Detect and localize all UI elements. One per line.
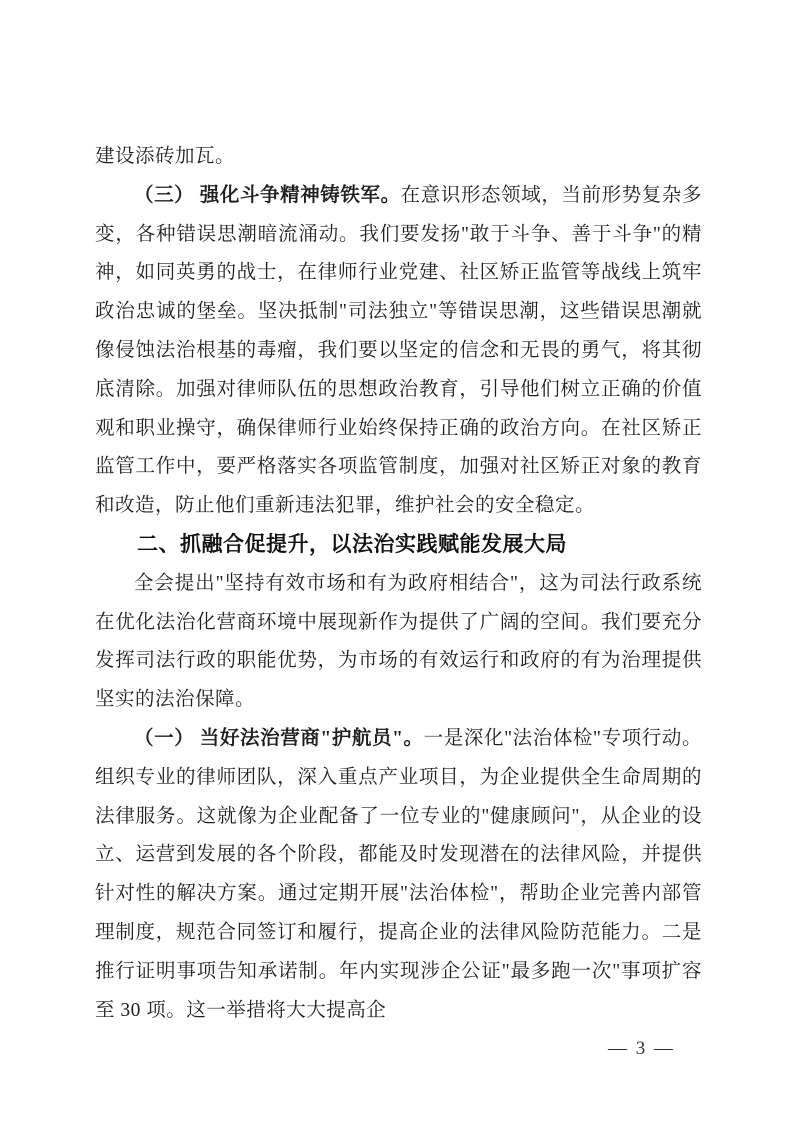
paragraph-item-one <box>95 720 702 1030</box>
paragraph-continuation: 建设添砖加瓦。 <box>95 146 236 167</box>
document-body <box>95 138 702 1030</box>
page-number: — 3 — <box>608 1038 675 1059</box>
paragraph-text-item-one: 一是深化"法治体检"专项行动。组织专业的律师团队，深入重点产业项目，为企业提供全生命周期的法律服务。这就像为企业配备了一位专业的"健康顾问"，从企业的设立、运营到发展的各个阶段，都能及时发现潜在的法律风险，并提供针对性的解决方案。通过定期开展"法治体检"，帮助企业完善内部管理制度，规范合同签订和履行，提高企业的法律风险防范能力。二是推行证明事项告知承诺制。年内实现涉企公证"最多跑一次"事项扩容至 30 项。这一举措将大大提高企 <box>95 727 702 1021</box>
paragraph-lead-item-one: （一） 当好法治营商"护航员"。 <box>134 727 424 749</box>
paragraph-section-three <box>95 177 702 526</box>
paragraph-text-section-three: 在意识形态领域，当前形势复杂多变，各种错误思潮暗流涌动。我们要发扬"敢于斗争、善于斗争"的精神，如同英勇的战士，在律师行业党建、社区矫正监管等战线上筑牢政治忠诚的堡垒。坚决抵制"司法独立"等错误思潮，这些错误思潮就像侵蚀法治根基的毒瘤，我们要以坚定的信念和无畏的勇气，将其彻底清除。加强对律师队伍的思想政治教育，引导他们树立正确的价值观和职业操守，确保律师行业始终保持正确的政治方向。在社区矫正监管工作中，要严格落实各项监管制度，加强对社区矫正对象的教育和改造，防止他们重新违法犯罪，维护社会的安全稳定。 <box>95 184 702 517</box>
section-heading-two: 二、抓融合促提升，以法治实践赋能发展大局 <box>137 532 567 556</box>
paragraph-overview: 全会提出"坚持有效市场和有为政府相结合"，这为司法行政系统在优化法治化营商环境中展现新作为提供了广阔的空间。我们要充分发挥司法行政的职能优势，为市场的有效运行和政府的有为治理提供坚实的法治保障。 <box>95 572 702 711</box>
paragraph-lead-section-three: （三） 强化斗争精神铸铁军。 <box>134 184 401 206</box>
